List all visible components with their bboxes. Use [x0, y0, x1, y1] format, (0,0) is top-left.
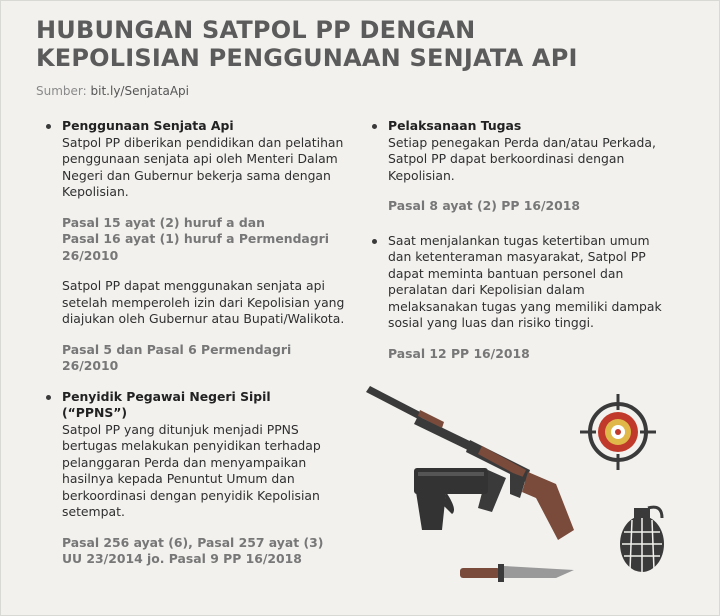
bullet-penggunaan	[46, 118, 356, 201]
reference-line: Pasal 256 ayat (6), Pasal 257 ayat (3)	[62, 534, 324, 550]
bullet-ppns	[46, 389, 356, 521]
source-line	[36, 84, 189, 98]
heading-ppns-2: (“PPNS”)	[62, 405, 128, 420]
title-line-2: KEPOLISIAN PENGGUNAAN SENJATA API	[36, 44, 578, 72]
infographic-title	[36, 16, 686, 72]
right-column	[372, 118, 672, 362]
reference-line: Pasal 15 ayat (2) huruf a dan	[62, 214, 265, 230]
source-link[interactable]: bit.ly/SenjataApi	[90, 84, 189, 98]
paragraph-izin: Satpol PP dapat menggunakan senjata api setelah memperoleh izin dari Kepolisian yang diajukan oleh Gubernur atau Bupati/Walikota.	[62, 278, 345, 326]
rifle-icon	[366, 386, 574, 540]
title-line-1: HUBUNGAN SATPOL PP DENGAN	[36, 16, 476, 44]
reference-pasal-15	[46, 215, 356, 265]
left-column	[46, 118, 356, 568]
reference-line: 26/2010	[62, 247, 119, 263]
bullet-ketertiban	[372, 233, 672, 332]
paragraph-ppns: Satpol PP yang ditunjuk menjadi PPNS bertugas melakukan penyidikan terhadap pelanggaran Perda dan menyampaikan hasilnya kepada Penuntut Umum dan berkoordinasi dengan penyidik Kepolisian setempat.	[62, 421, 321, 519]
source-label: Sumber:	[36, 84, 87, 98]
heading-ppns-1: Penyidik Pegawai Negeri Sipil	[62, 388, 271, 404]
weapons-illustration	[360, 380, 670, 610]
grenade-icon	[620, 507, 664, 572]
reference-line: UU 23/2014 jo. Pasal 9 PP 16/2018	[62, 551, 302, 566]
reference-pasal-5	[46, 342, 356, 375]
reference-line: Pasal 5 dan Pasal 6 Permendagri	[62, 341, 292, 357]
heading-penggunaan-senjata-api: Penggunaan Senjata Api	[62, 118, 234, 133]
reference-line: 26/2010	[62, 358, 119, 373]
reference-pasal-256	[46, 535, 356, 568]
pistol-icon	[414, 468, 488, 530]
knife-icon	[460, 564, 574, 582]
reference-pasal-12: Pasal 12 PP 16/2018	[388, 345, 530, 361]
paragraph-pendidikan: Satpol PP diberikan pendidikan dan pelatihan penggunaan senjata api oleh Menteri Dalam Negeri dan Gubernur bekerja sama dengan Kepolisian.	[62, 134, 344, 199]
reference-pasal-8: Pasal 8 ayat (2) PP 16/2018	[388, 198, 580, 213]
bullet-pelaksanaan	[372, 118, 672, 184]
paragraph-ketertiban: Saat menjalankan tugas ketertiban umum dan ketenteraman masyarakat, Satpol PP dapat meminta bantuan personel dan peralatan dari Kepolisian dalam melaksanakan tugas yang memiliki dampak sosial yang luas dan risiko tinggi.	[388, 232, 662, 330]
target-icon	[580, 394, 656, 470]
heading-pelaksanaan-tugas: Pelaksanaan Tugas	[388, 118, 522, 133]
reference-line: Pasal 16 ayat (1) huruf a Permendagri	[62, 231, 330, 246]
paragraph-penegakan: Setiap penegakan Perda dan/atau Perkada, Satpol PP dapat berkoordinasi dengan Kepolisian.	[388, 134, 656, 183]
